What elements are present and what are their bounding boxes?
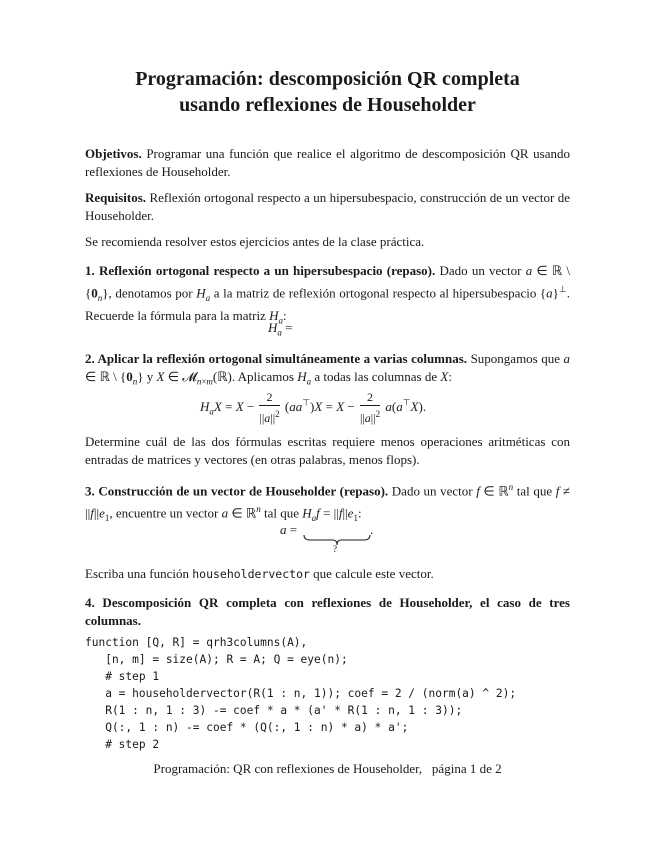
- code-line: function [Q, R] = qrh3columns(A),: [85, 636, 308, 649]
- underbrace-icon: [302, 534, 372, 548]
- exercise-1-text: a la matriz de reflexión ortogonal respecto al hipersubespacio: [213, 285, 537, 301]
- exercise-1-paragraph: 1. Reflexión ortogonal respecto a un hipersubespacio (repaso). Dado un vector a ∈ ℝ \ $\{0_n\}$, denotamos por $H_a$ a la matriz de reflexión ortogonal respecto al hipersubespacio {a}⊥. Recuerde la fórmula para la matriz $H_a$:: [85, 263, 571, 326]
- exercise-3-text: :: [357, 505, 362, 521]
- exercise-3-text: tal que: [263, 505, 299, 521]
- exercise-2-text: a todas las columnas de: [314, 369, 438, 384]
- code-line: Q(:, 1 : n) -= coef * (Q(:, 1 : n) * a) * a';: [85, 721, 409, 734]
- objectives-text: Programar una función que realice el algoritmo de descomposición QR usando reflexiones de Householder.: [85, 146, 570, 179]
- exercise-2-text: y: [146, 369, 154, 384]
- exercise-3-text: que calcule este vector.: [313, 566, 434, 581]
- exercise-3-paragraph: 3. Construcción de un vector de Householder (repaso). Dado un vector f ∈ ℝ$^n$ tal que $f \ne ||f||e_1$, encuentre un vector a ∈ ℝ$^n$ tal que $H_af = ||f||e_1$:: [85, 482, 571, 524]
- exercise-1-text: Dado un vector: [439, 263, 522, 278]
- function-name: householdervector: [192, 567, 310, 581]
- code-line: a = householdervector(R(1 : n, 1)); coef = 2 / (norm(a) ^ 2);: [85, 687, 517, 700]
- code-line: R(1 : n, 1 : 3) -= coef * a * (a' * R(1 : n, 1 : 3));: [85, 704, 463, 717]
- objectives-paragraph: [85, 145, 570, 181]
- code-line: # step 1: [85, 670, 160, 683]
- exercise-1-text: :: [282, 307, 287, 323]
- householder-vector-formula: a = ? .: [280, 522, 374, 554]
- exercise-3-text: Dado un vector: [391, 483, 473, 499]
- code-block: [85, 634, 516, 753]
- page-title: [60, 66, 595, 118]
- code-line: [n, m] = size(A); R = A; Q = eye(n);: [85, 653, 348, 666]
- exercise-3-text: Escriba una función: [85, 566, 189, 581]
- exercise-1-text: , denotamos por: [108, 285, 193, 301]
- recommendation-paragraph: Se recomienda resolver estos ejercicios antes de la clase práctica.: [85, 234, 425, 249]
- requirements-label: Requisitos.: [85, 190, 147, 205]
- householder-matrix-formula: $H_a$ =: [268, 320, 293, 338]
- exercise-3-text: , encuentre un vector: [109, 505, 219, 521]
- exercise-3-text: tal que: [516, 483, 553, 499]
- exercise-2-paragraph: 2. Aplicar la reflexión ortogonal simultáneamente a varias columnas. Supongamos que a ∈ ℝ \ $\{0_n\}$ y X ∈ 𝓜$_{n\times m}$(ℝ). Aplicamos $H_a$ a todas las columnas de X:: [85, 351, 570, 387]
- underbrace-placeholder: ?: [333, 544, 337, 554]
- exercise-1-heading: 1. Reflexión ortogonal respecto a un hipersubespacio (repaso).: [85, 263, 436, 278]
- reflection-formula: $H_aX = X$ − $\frac{2}{||a||^2}$ (aa⊤)X = X − $\frac{2}{||a||^2}$ a(a⊤X).: [200, 390, 427, 425]
- exercise-2-heading: 2. Aplicar la reflexión ortogonal simultáneamente a varias columnas.: [85, 351, 468, 366]
- exercise-2-text: Supongamos que: [470, 351, 560, 366]
- exercise-2-question: Determine cuál de las dos fórmulas escritas requiere menos operaciones aritméticas con entradas de matrices y vectores (en otras palabras, menos flops).: [85, 434, 570, 467]
- exercise-1-text: . Recuerde la fórmula para la matriz: [85, 285, 571, 323]
- requirements-paragraph: [85, 189, 570, 225]
- exercise-4-heading: 4. Descomposición QR completa con reflexiones de Householder, el caso de tres columnas.: [85, 595, 570, 628]
- title-line-1: Programación: descomposición QR completa: [135, 68, 520, 90]
- code-line: # step 2: [85, 738, 160, 751]
- exercise-2-text: . Aplicamos: [231, 369, 294, 384]
- requirements-text: Reflexión ortogonal respecto a un hipersubespacio, construcción de un vector de Householder.: [85, 190, 570, 223]
- page-footer: Programación: QR con reflexiones de Householder, página 1 de 2: [153, 761, 502, 776]
- exercise-3-instruction: [85, 565, 570, 583]
- title-line-2: usando reflexiones de Householder: [179, 94, 476, 116]
- exercise-2-text: :: [448, 369, 452, 384]
- exercise-3-heading: 3. Construcción de un vector de Householder (repaso).: [85, 483, 389, 499]
- objectives-label: Objetivos.: [85, 146, 142, 161]
